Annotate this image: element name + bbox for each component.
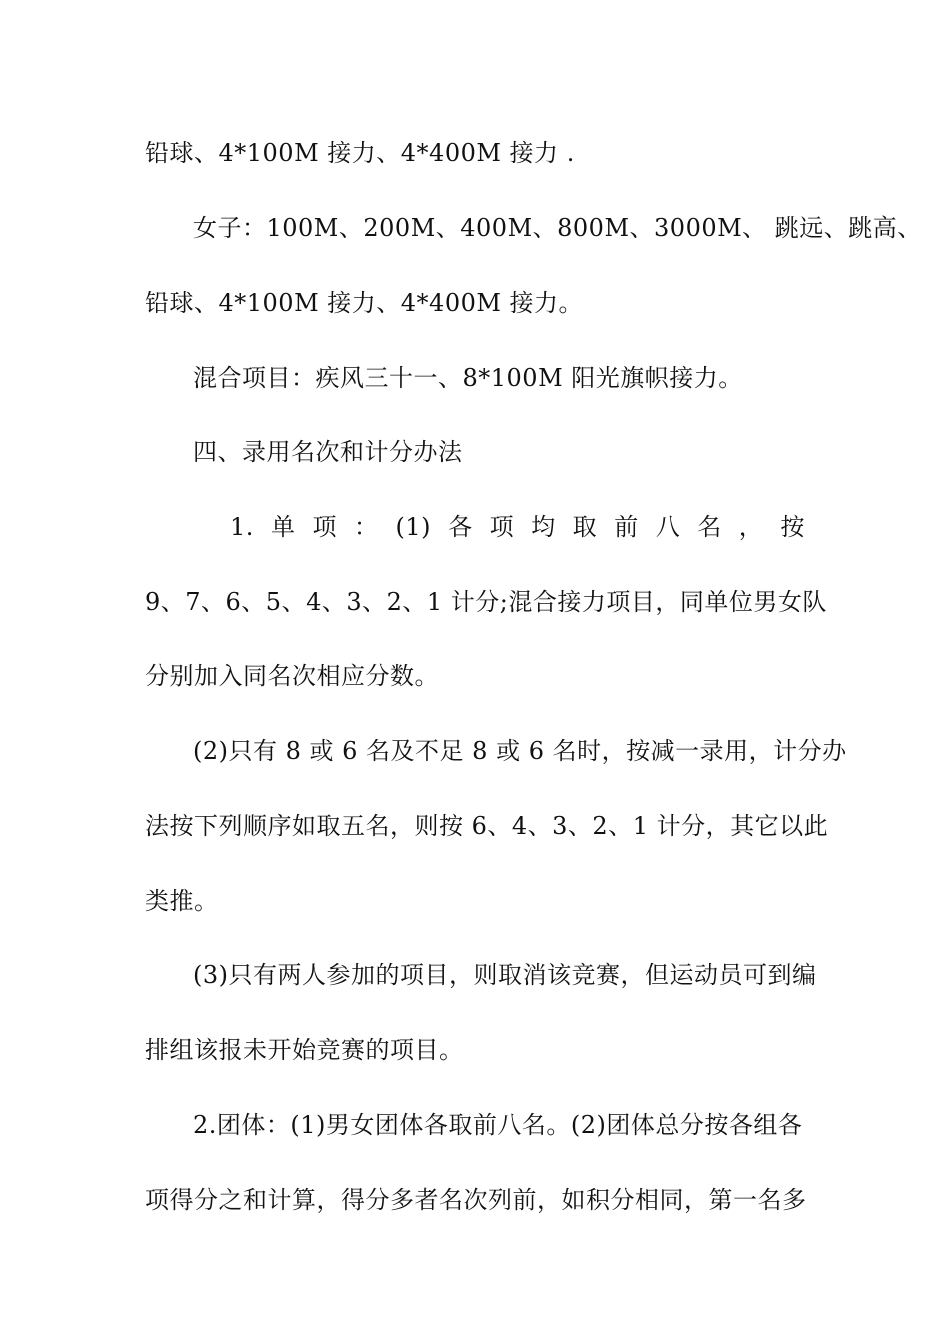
justified-token: 取 bbox=[572, 513, 598, 541]
paragraph-line: 铅球、4*100M 接力、4*400M 接力。 bbox=[145, 289, 584, 317]
paragraph-line: 法按下列顺序如取五名，则按 6、4、3、2、1 计分，其它以此 bbox=[145, 812, 829, 840]
paragraph-line: 2.团体：(1)男女团体各取前八名。(2)团体总分按各组各 bbox=[193, 1111, 803, 1139]
paragraph-line: 混合项目：疾风三十一、8*100M 阳光旗帜接力。 bbox=[193, 364, 743, 392]
justified-token: ： bbox=[354, 513, 379, 541]
paragraph-line: 分别加入同名次相应分数。 bbox=[145, 662, 439, 690]
justified-token: ， bbox=[738, 513, 764, 541]
justified-token: 名 bbox=[697, 513, 722, 541]
paragraph-line: (3)只有两人参加的项目，则取消该竞赛，但运动员可到编 bbox=[193, 961, 817, 989]
justified-token: 前 bbox=[614, 513, 639, 541]
paragraph-line: 铅球、4*100M 接力、4*400M 接力 . bbox=[145, 139, 575, 167]
justified-token: 1. bbox=[230, 513, 254, 541]
paragraph-line: 项得分之和计算，得分多者名次列前，如积分相同，第一名多 bbox=[145, 1186, 807, 1214]
justified-token: 按 bbox=[780, 513, 805, 541]
justified-token: 各 bbox=[448, 513, 473, 541]
justified-token: 八 bbox=[655, 513, 681, 541]
paragraph-line: 排组该报未开始竞赛的项目。 bbox=[145, 1036, 464, 1064]
paragraph-line: (2)只有 8 或 6 名及不足 8 或 6 名时，按减一录用，计分办 bbox=[193, 737, 847, 765]
justified-token: 项 bbox=[489, 513, 515, 541]
paragraph-line: 9、7、6、5、4、3、2、1 计分;混合接力项目，同单位男女队 bbox=[145, 588, 827, 616]
section-heading: 四、录用名次和计分办法 bbox=[193, 438, 463, 466]
paragraph-line: 女子：100M、200M、400M、800M、3000M、 跳远、跳高、 bbox=[193, 214, 922, 242]
justified-token: 均 bbox=[531, 513, 556, 541]
justified-line bbox=[230, 511, 805, 543]
justified-token: 项 bbox=[312, 513, 337, 541]
justified-token: (1) bbox=[395, 513, 432, 541]
paragraph-line: 类推。 bbox=[145, 887, 219, 915]
justified-token: 单 bbox=[270, 513, 296, 541]
